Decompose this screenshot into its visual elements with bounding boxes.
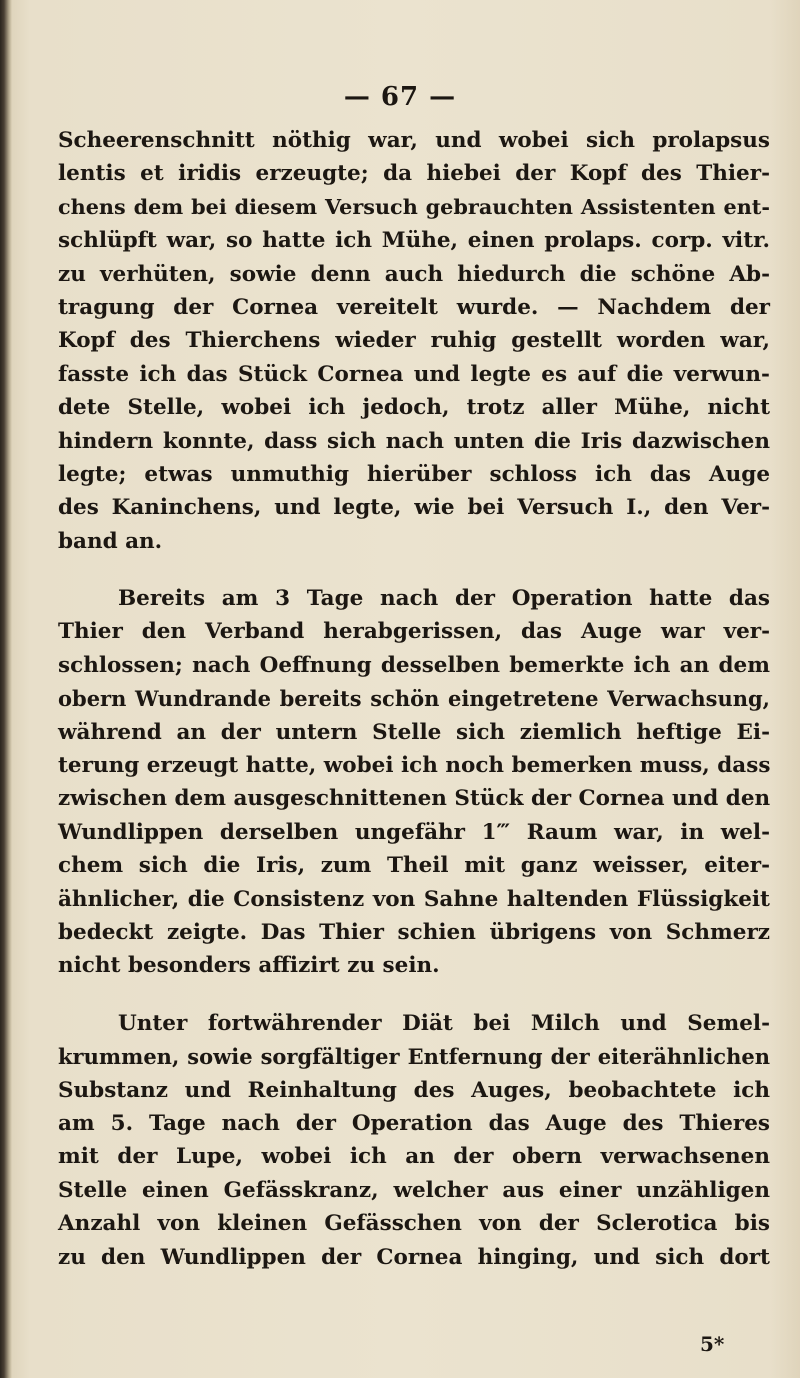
text-line: lentis et iridis erzeugte; da hiebei der Kopf des Thier- bbox=[58, 161, 770, 187]
text-line: mit der Lupe, wobei ich an der obern verwachsenen bbox=[58, 1144, 770, 1170]
text-line: bedeckt zeigte. Das Thier schien übrigens von Schmerz bbox=[58, 919, 770, 945]
text-line: Thier den Verband herabgerissen, das Auge war ver- bbox=[58, 619, 770, 645]
text-line: tragung der Cornea vereitelt wurde. — Nachdem der bbox=[58, 294, 770, 320]
text-line: band an. bbox=[58, 528, 163, 554]
text-line: des Kaninchens, und legte, wie bei Versuch I., den Ver- bbox=[58, 495, 770, 521]
text-line: nicht besonders affizirt zu sein. bbox=[58, 953, 440, 979]
text-line: Substanz und Reinhaltung des Auges, beobachtete ich bbox=[58, 1077, 770, 1103]
text-line: ähnlicher, die Consistenz von Sahne haltenden Flüssigkeit bbox=[58, 886, 770, 912]
text-line: Stelle einen Gefässkranz, welcher aus einer unzähligen bbox=[58, 1177, 770, 1203]
text-line: krummen, sowie sorgfältiger Entfernung der eiterähnlichen bbox=[58, 1044, 770, 1070]
text-line: am 5. Tage nach der Operation das Auge des Thieres bbox=[58, 1110, 770, 1136]
page-number-header: — 67 — bbox=[343, 82, 457, 112]
paragraph-gap bbox=[58, 558, 770, 582]
text-line: Bereits am 3 Tage nach der Operation hatte das bbox=[118, 586, 770, 612]
signature-mark: 5* bbox=[700, 1332, 725, 1356]
text-line: schlüpft war, so hatte ich Mühe, einen prolaps. corp. vitr. bbox=[58, 228, 770, 254]
text-line: schlossen; nach Oeffnung desselben bemerkte ich an dem bbox=[58, 652, 770, 678]
paragraph-gap bbox=[58, 983, 770, 1007]
body-text bbox=[58, 124, 770, 1274]
text-line: zu den Wundlippen der Cornea hinging, und sich dort bbox=[58, 1244, 770, 1270]
page-binding-shadow bbox=[0, 0, 12, 1378]
text-line: während an der untern Stelle sich ziemlich heftige Ei- bbox=[58, 719, 770, 745]
text-line: Anzahl von kleinen Gefässchen von der Sclerotica bis bbox=[58, 1211, 770, 1237]
text-line: zu verhüten, sowie denn auch hiedurch die schöne Ab- bbox=[58, 261, 770, 287]
text-line: zwischen dem ausgeschnittenen Stück der Cornea und den bbox=[58, 786, 771, 812]
text-line: obern Wundrande bereits schön eingetretene Verwachsung, bbox=[58, 686, 770, 712]
text-line: Scheerenschnitt nöthig war, und wobei sich prolapsus bbox=[58, 128, 770, 153]
text-line: legte; etwas unmuthig hierüber schloss ich das Auge bbox=[58, 461, 770, 487]
text-line: chem sich die Iris, zum Theil mit ganz weisser, eiter- bbox=[58, 853, 770, 879]
paragraph-1 bbox=[58, 124, 770, 558]
paragraph-2 bbox=[58, 582, 770, 983]
text-line: Wundlippen derselben ungefähr 1‴ Raum war, in wel- bbox=[58, 819, 770, 845]
text-line: dete Stelle, wobei ich jedoch, trotz aller Mühe, nicht bbox=[58, 395, 770, 421]
text-line: Kopf des Thierchens wieder ruhig gestellt worden war, bbox=[58, 328, 770, 354]
text-line: chens dem bei diesem Versuch gebrauchten Assistenten ent- bbox=[58, 194, 770, 219]
text-line: hindern konnte, dass sich nach unten die Iris dazwischen bbox=[58, 428, 770, 454]
text-line: Unter fortwährender Diät bei Milch und Semel- bbox=[118, 1010, 770, 1036]
text-line: terung erzeugt hatte, wobei ich noch bemerken muss, dass bbox=[58, 753, 771, 779]
paragraph-3 bbox=[58, 1007, 770, 1274]
text-line: fasste ich das Stück Cornea und legte es auf die verwun- bbox=[58, 361, 770, 387]
